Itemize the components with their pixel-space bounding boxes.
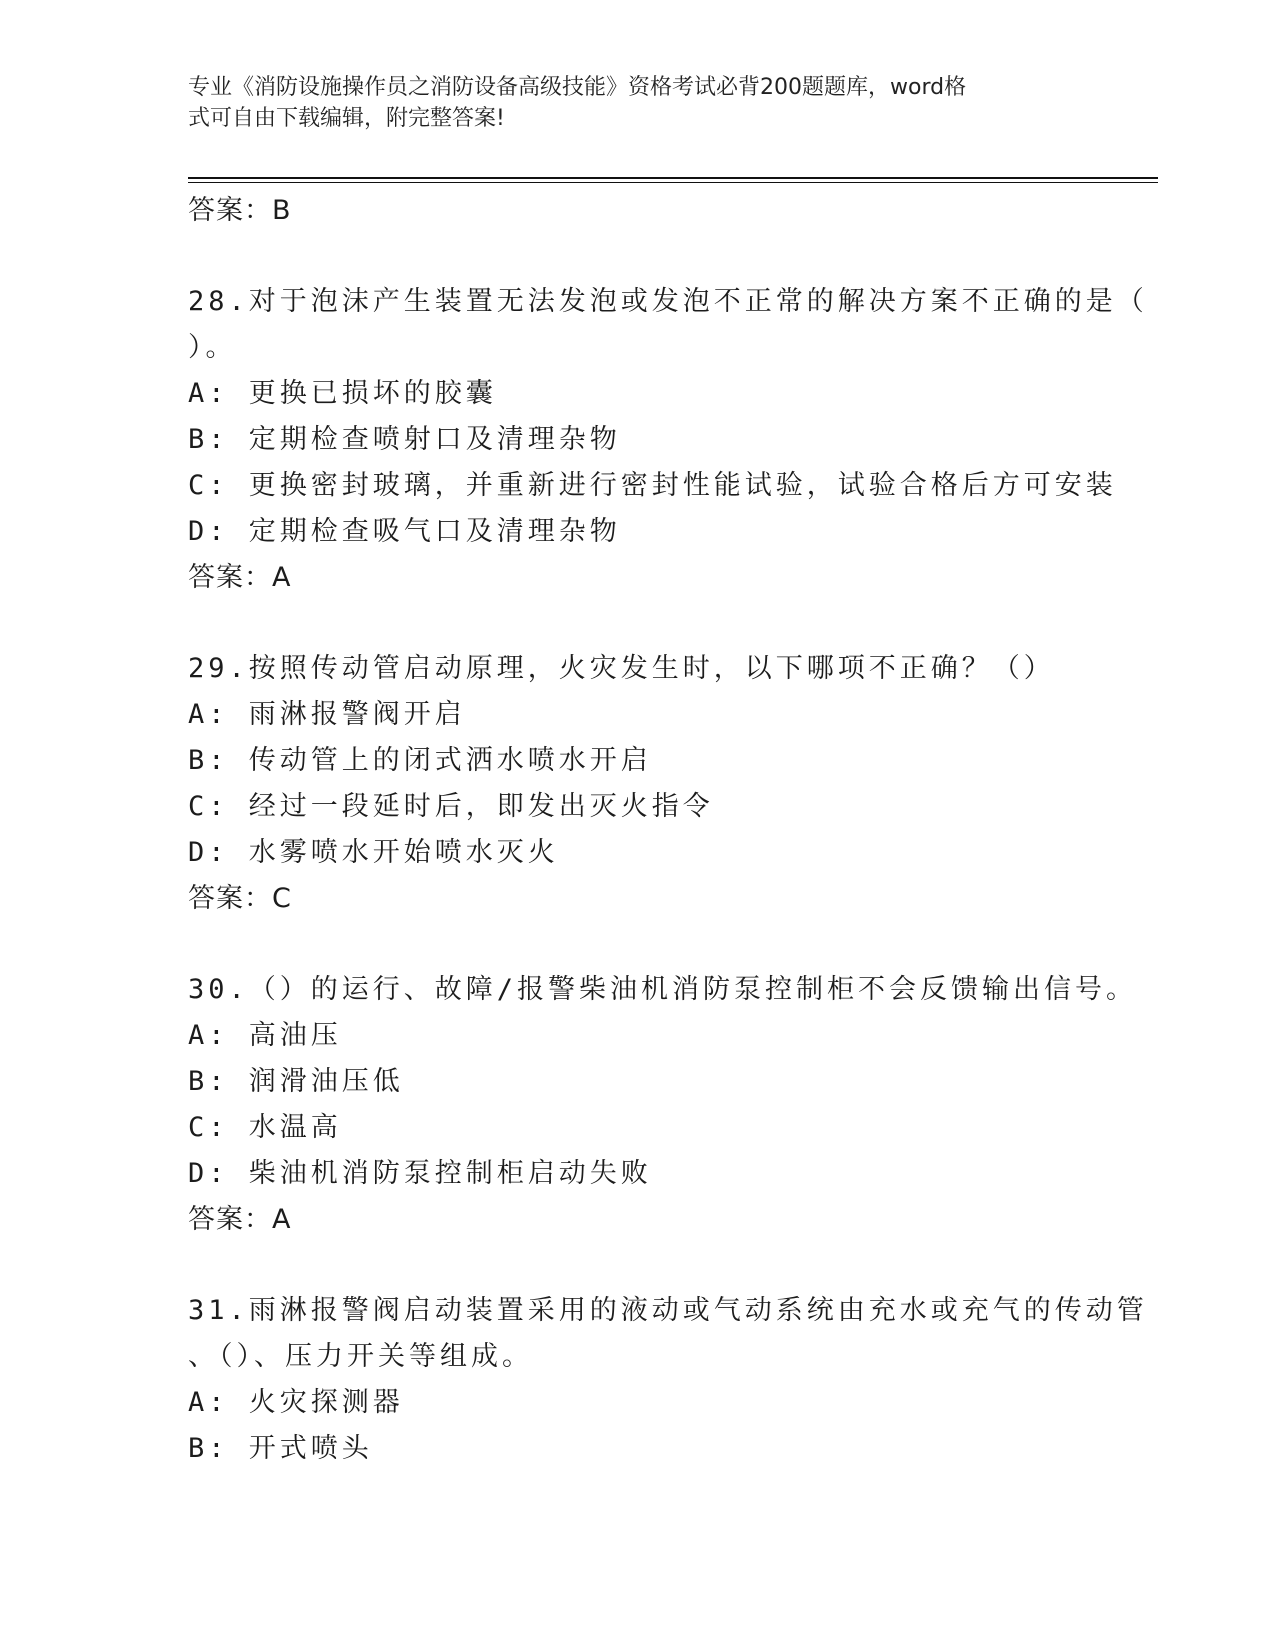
question-list <box>188 188 1148 1472</box>
question-30 <box>188 967 1138 1243</box>
question-stem: 29.按照传动管启动原理，火灾发生时，以下哪项不正确？（） <box>188 653 1055 684</box>
option-c: C: 更换密封玻璃，并重新进行密封性能试验，试验合格后方可安装 <box>188 470 1117 501</box>
option-c: C: 经过一段延时后，即发出灭火指令 <box>188 791 714 822</box>
option-b: B: 润滑油压低 <box>188 1066 404 1097</box>
option-d: D: 柴油机消防泵控制柜启动失败 <box>188 1158 652 1189</box>
question-stem: 28.对于泡沫产生装置无法发泡或发泡不正常的解决方案不正确的是（ <box>188 286 1148 317</box>
answer-previous: 答案：B <box>188 195 292 226</box>
header-line-1: 专业《消防设施操作员之消防设备高级技能》资格考试必背200题题库，word格 <box>188 75 967 100</box>
option-b: B: 开式喷头 <box>188 1433 373 1464</box>
question-stem: 31.雨淋报警阀启动装置采用的液动或气动系统由充水或充气的传动管 <box>188 1295 1148 1326</box>
option-d: D: 水雾喷水开始喷水灭火 <box>188 837 559 868</box>
question-stem-cont: 、（）、压力开关等组成。 <box>188 1341 533 1372</box>
document-header <box>188 72 1088 134</box>
answer: 答案：C <box>188 883 292 914</box>
option-b: B: 定期检查喷射口及清理杂物 <box>188 424 621 455</box>
question-stem-cont: ）。 <box>188 332 237 363</box>
option-d: D: 定期检查吸气口及清理杂物 <box>188 516 621 547</box>
header-divider-thick <box>188 177 1158 179</box>
answer: 答案：A <box>188 562 292 593</box>
question-28 <box>188 279 1148 601</box>
option-a: A: 高油压 <box>188 1020 342 1051</box>
question-stem: 30.（）的运行、故障/报警柴油机消防泵控制柜不会反馈输出信号。 <box>188 974 1138 1005</box>
header-divider-thin <box>188 182 1158 183</box>
header-line-2: 式可自由下载编辑，附完整答案! <box>188 106 505 131</box>
option-b: B: 传动管上的闭式洒水喷水开启 <box>188 745 652 776</box>
option-a: A: 火灾探测器 <box>188 1387 404 1418</box>
option-a: A: 更换已损坏的胶囊 <box>188 378 497 409</box>
question-31 <box>188 1288 1148 1472</box>
option-a: A: 雨淋报警阀开启 <box>188 699 466 730</box>
answer: 答案：A <box>188 1204 292 1235</box>
option-c: C: 水温高 <box>188 1112 342 1143</box>
question-29 <box>188 646 1088 922</box>
